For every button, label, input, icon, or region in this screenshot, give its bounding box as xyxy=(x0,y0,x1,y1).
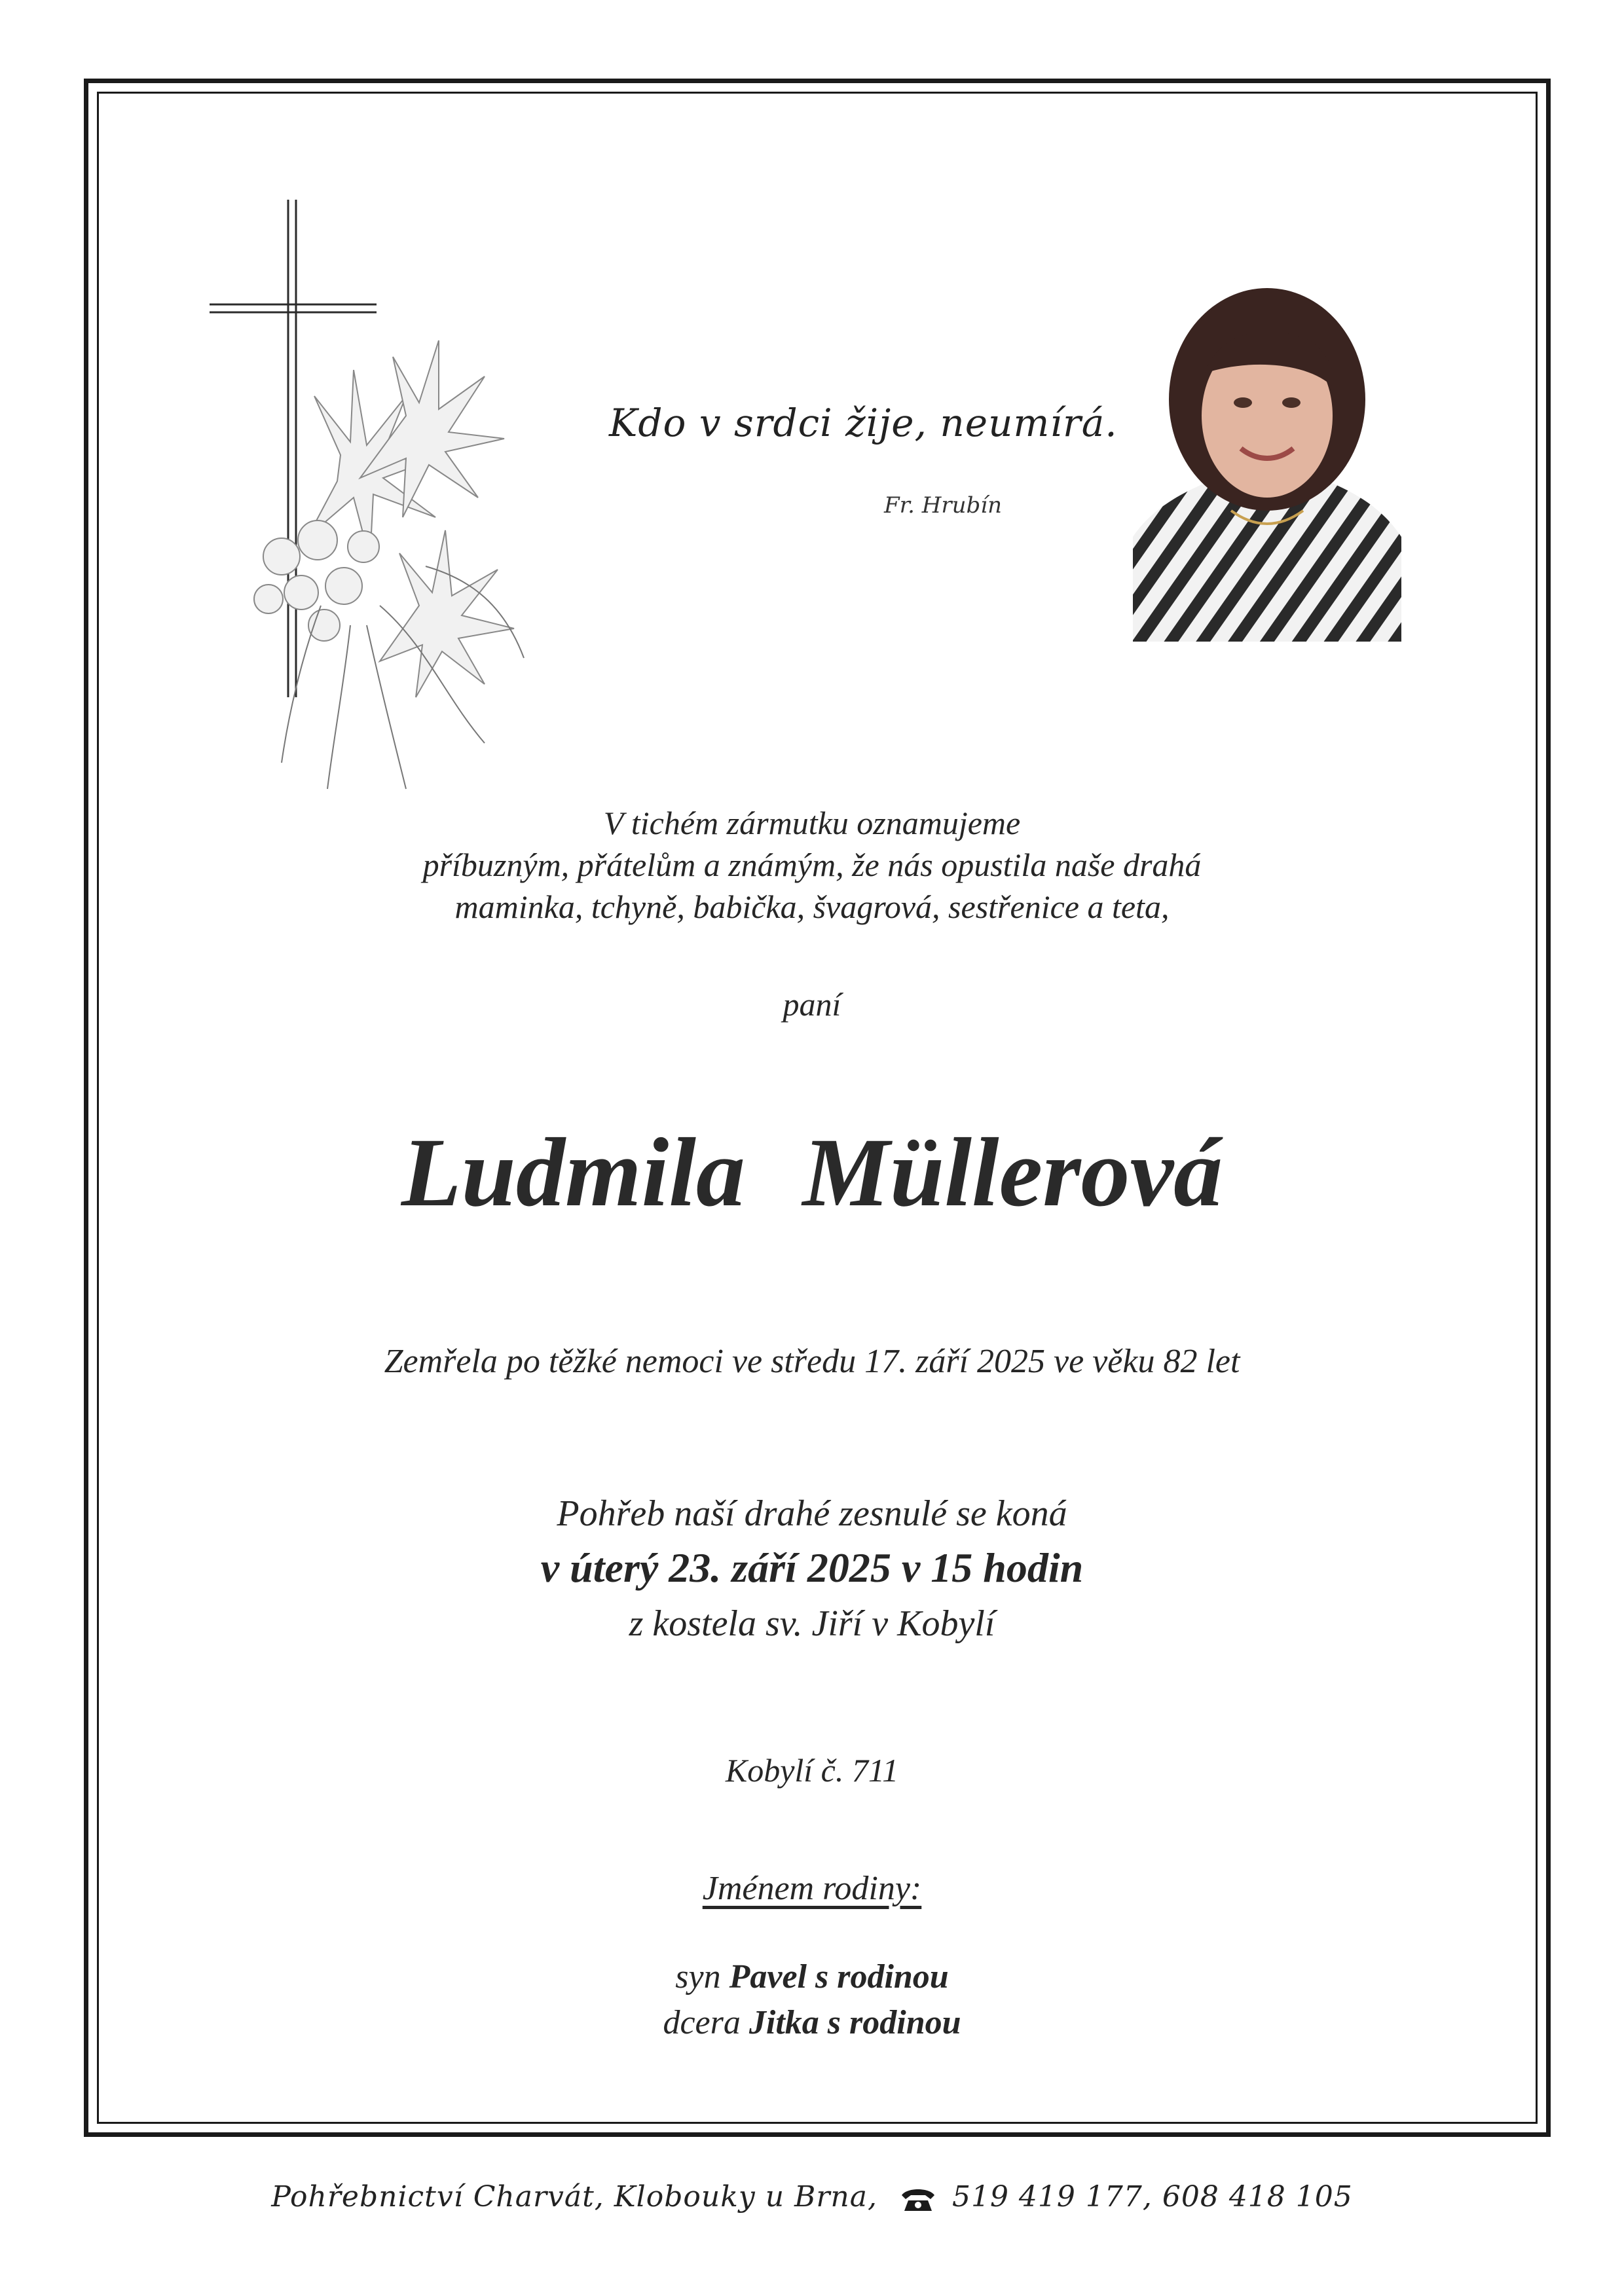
portrait-photo xyxy=(1133,275,1401,642)
footer xyxy=(0,2180,1624,2214)
phone-numbers: 519 419 177, 608 418 105 xyxy=(951,2180,1353,2214)
family-member xyxy=(0,1954,1624,2000)
family-member-name: Pavel s rodinou xyxy=(729,1958,949,1995)
funeral-company: Pohřebnictví Charvát, Klobouky u Brna, xyxy=(271,2180,877,2214)
announcement-line: maminka, tchyně, babička, švagrová, sestřenice a teta, xyxy=(454,888,1170,925)
deceased-name xyxy=(0,1116,1624,1229)
telephone-icon xyxy=(900,2186,936,2212)
last-name: Müllerová xyxy=(802,1118,1223,1227)
family-member xyxy=(0,2000,1624,2046)
motto-author: Fr. Hrubín xyxy=(884,492,1003,519)
title-pani: paní xyxy=(783,986,841,1023)
family-relation: dcera xyxy=(663,2004,741,2041)
funeral-intro: Pohřeb naší drahé zesnulé se koná xyxy=(557,1493,1067,1534)
family-title xyxy=(0,1869,1624,1908)
announcement-line: příbuzným, přátelům a známým, že nás opustila naše drahá xyxy=(422,847,1202,883)
announcement-line: V tichém zármutku oznamujeme xyxy=(603,805,1021,841)
cross-with-lilies-icon xyxy=(210,200,550,809)
family-title-text: Jménem rodiny: xyxy=(702,1870,922,1907)
funeral-datetime: v úterý 23. září 2025 v 15 hodin xyxy=(540,1544,1084,1591)
family-member-name: Jitka s rodinou xyxy=(748,2004,961,2041)
family-list xyxy=(0,1954,1624,2046)
funeral-place: z kostela sv. Jiří v Kobylí xyxy=(629,1603,995,1644)
address: Kobylí č. 711 xyxy=(725,1752,899,1789)
death-info: Zemřela po těžké nemoci ve středu 17. září 2025 ve věku 82 let xyxy=(384,1343,1240,1380)
announcement xyxy=(0,802,1624,928)
motto: Kdo v srdci žije, neumírá. xyxy=(609,401,1118,445)
family-relation: syn xyxy=(675,1958,721,1995)
first-name: Ludmila xyxy=(401,1118,745,1227)
